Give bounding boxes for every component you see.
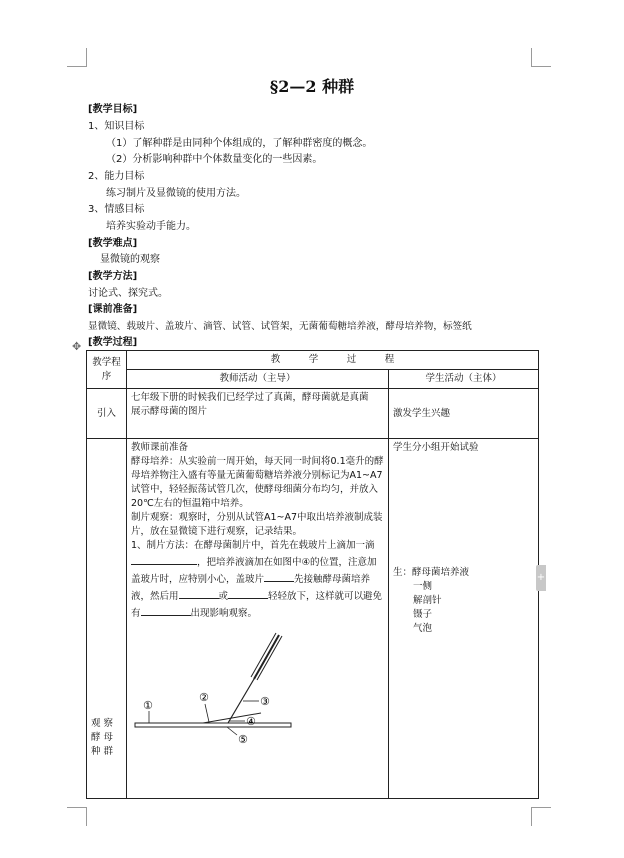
student-answer: 一侧 — [413, 581, 433, 592]
figure-label: ① — [143, 699, 153, 712]
crop-mark — [67, 807, 87, 808]
fill-blank[interactable] — [141, 604, 191, 616]
method-text: 讨论式、探究式。 — [88, 288, 168, 299]
fill-blank[interactable] — [131, 553, 197, 565]
slide-diagram-svg — [131, 631, 381, 749]
section-header-prep: [课前准备] — [88, 304, 138, 315]
student-activity: 学生分小组开始试验 — [393, 442, 479, 453]
crop-mark — [67, 66, 87, 67]
crop-mark — [531, 807, 551, 808]
header-student: 学生活动（主体） — [389, 370, 539, 389]
crop-mark — [531, 48, 532, 67]
section-header-process: [教学过程] — [88, 337, 138, 348]
lesson-table — [86, 350, 539, 799]
header-stage: 教学程序 — [87, 351, 127, 389]
section-header-difficulty: [教学难点] — [88, 238, 138, 249]
goal-knowledge-title: 1、知识目标 — [88, 121, 145, 132]
row-intro-stage: 引入 — [87, 389, 127, 439]
student-answer: 解剖针 — [413, 595, 442, 606]
figure-label: ⑤ — [238, 733, 248, 746]
header-teacher: 教师活动（主导） — [127, 370, 389, 389]
fill-blank[interactable] — [228, 587, 268, 599]
row-intro-student: 激发学生兴趣 — [389, 389, 539, 439]
row-observe-teacher — [127, 439, 389, 799]
goal-knowledge-item: （1）了解种群是由同种个体组成的，了解种群密度的概念。 — [106, 138, 373, 149]
method-text-part: 1、制片方法：在酵母菌制片中，首先在载玻片上滴加一滴 — [131, 540, 375, 551]
section-header-goals: [教学目标] — [88, 104, 138, 115]
goal-ability-item: 练习制片及显微镜的使用方法。 — [106, 188, 246, 199]
fill-blank[interactable] — [264, 570, 294, 582]
figure-label: ② — [199, 691, 209, 704]
method-text-part: 出现影响观察。 — [190, 608, 258, 619]
method-text-part: 或 — [218, 591, 229, 602]
crop-mark — [86, 48, 87, 67]
method-text-part: 先接触酵母菌培养液，然后用 — [131, 574, 371, 602]
goal-knowledge-item: （2）分析影响种群中个体数量变化的一些因素。 — [106, 154, 323, 165]
teacher-observe-text: 制片观察：观察时，分别从试管A1~A7中取出培养液制成装片，放在显微镜下进行观察，记录结果。 — [131, 512, 383, 537]
student-answer: 生：酵母菌培养液 — [393, 567, 470, 578]
row-observe-stage — [87, 439, 127, 799]
goal-emotion-title: 3、情感目标 — [88, 204, 145, 215]
slide-preparation-figure — [131, 631, 384, 749]
crop-mark — [86, 807, 87, 826]
move-anchor-icon[interactable]: ✥ — [72, 340, 82, 353]
prep-text: 显微镜、载玻片、盖玻片、滴管、试管、试管架，无菌葡萄糖培养液，酵母培养物，标签纸 — [88, 321, 472, 332]
teacher-prep-title: 教师课前准备 — [131, 442, 189, 453]
teacher-culture-text: 酵母培养：从实验前一周开始，每天同一时间将0.1毫升的酵母培养物注入盛有等量无菌葡萄糖培养液分别标记为A1~A7试管中，轻轻振荡试管几次，使酵母细菌分布均匀，并放入20℃左右的恒温箱中培养。 — [131, 456, 384, 509]
student-answer: 气泡 — [413, 623, 433, 634]
student-answer: 镊子 — [413, 609, 433, 620]
crop-mark — [531, 66, 551, 67]
stage-label: 观察酵母种群 — [91, 717, 117, 757]
teacher-line: 七年级下册的时候我们已经学过了真菌，酵母菌就是真菌 — [131, 392, 369, 403]
crop-mark — [531, 807, 532, 826]
goal-emotion-item: 培养实验动手能力。 — [106, 221, 196, 232]
method-text-part: 轻轻放下，这样就可以避免有 — [131, 591, 383, 619]
method-text-part: ，把培养液滴加在如图中④的位置，注意加盖玻片时，应特别小心，盖玻片 — [131, 557, 377, 585]
figure-label: ③ — [260, 695, 270, 708]
difficulty-text: 显微镜的观察 — [100, 254, 160, 265]
goal-ability-title: 2、能力目标 — [88, 171, 145, 182]
row-observe-student — [389, 439, 539, 799]
header-process: 教 学 过 程 — [127, 351, 539, 370]
section-header-method: [教学方法] — [88, 271, 138, 282]
row-intro-teacher — [127, 389, 389, 439]
figure-label: ④ — [246, 715, 256, 728]
fill-blank[interactable] — [179, 587, 219, 599]
plus-icon[interactable]: + — [536, 565, 546, 591]
teacher-method-text — [131, 539, 384, 621]
page-title: §2—2 种群 — [269, 77, 355, 96]
teacher-line: 展示酵母菌的图片 — [131, 406, 208, 417]
